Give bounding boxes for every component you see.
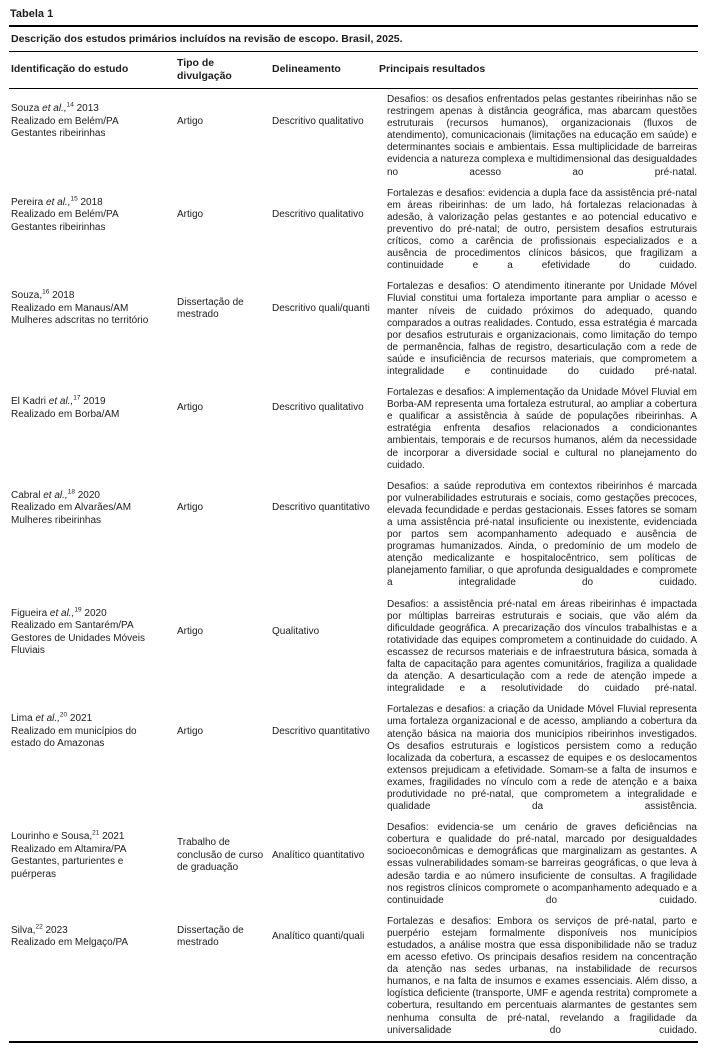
publication-year: 2013 — [73, 103, 99, 114]
reference-superscript: 15 — [70, 195, 78, 203]
study-location: Realizado em Santarém/PA — [11, 620, 134, 632]
study-info-group — [9, 831, 387, 881]
study-design-cell: Descritivo quantitativo — [272, 502, 370, 514]
publication-type-cell: Dissertação de mestrado — [177, 296, 244, 321]
study-design-cell: Descritivo quali/quanti — [272, 302, 370, 314]
et-al: et al., — [46, 196, 71, 208]
reference-superscript: 17 — [73, 394, 81, 402]
column-header-delineamento: Delineamento — [272, 63, 341, 76]
study-identification-cell — [9, 197, 177, 235]
study-population: Gestantes, parturientes e puérperas — [11, 856, 124, 880]
table-label: Tabela 1 — [10, 8, 54, 20]
reference-superscript: 16 — [42, 288, 50, 296]
author-name: Souza — [11, 103, 43, 114]
study-design-cell: Descritivo qualitativo — [272, 115, 364, 127]
study-citation — [11, 831, 169, 844]
author-name: Souza, — [11, 290, 43, 302]
study-info-group — [9, 290, 387, 328]
publication-type-cell: Dissertação de mestrado — [177, 924, 244, 949]
study-info-group — [9, 608, 387, 658]
publication-year: 2021 — [99, 831, 125, 843]
publication-year: 2020 — [81, 607, 107, 619]
bottom-rule — [9, 1041, 698, 1043]
publication-year: 2018 — [49, 290, 75, 302]
study-identification-cell — [9, 831, 177, 881]
study-design-cell: Analítico quantitativo — [272, 849, 365, 861]
study-citation — [11, 608, 169, 621]
study-citation — [11, 290, 169, 303]
author-name: El Kadri — [11, 396, 49, 408]
study-citation — [11, 197, 169, 210]
table-row — [9, 594, 698, 700]
table-row — [9, 476, 698, 594]
publication-year: 2018 — [77, 196, 103, 208]
table-row — [9, 382, 698, 476]
study-citation — [11, 396, 169, 409]
publication-year: 2020 — [74, 489, 100, 501]
study-population: Gestores de Unidades Móveis Fluviais — [11, 632, 145, 657]
study-population: Mulheres adscritas no território — [11, 315, 149, 327]
study-location: Realizado em Borba/AM — [11, 408, 120, 420]
author-name: Silva, — [11, 924, 36, 936]
column-header-tipo-divulgacao: Tipo de divulgação — [177, 57, 232, 82]
study-population: Mulheres ribeirinhas — [11, 514, 102, 526]
main-results-cell: Desafios: os desafios enfrentados pelas gestantes ribeirinhas não se restringem apenas à distância geográfica, mas abarcam questões estruturais (recursos humanos), organizacionais (fluxos de atendimento), comunicacionais (limitações na educação em saúde) e determinantes sociais e ambientais. Essa multiplicidade de barreiras evidencia a natureza complexa e multidimensional das desigualdades no acesso ao pré-natal. — [387, 94, 697, 178]
reference-superscript: 21 — [92, 829, 100, 837]
publication-year: 2021 — [67, 713, 93, 725]
main-results-cell: Desafios: a saúde reprodutiva em contextos ribeirinhos é marcada por vulnerabilidades estruturais e sociais, como gestações precoces, elevada fecundidade e perdas gestacionais. Esses fatores se somam a uma assistência pré-natal insuficiente ou inexistente, evidenciada por partos sem acompanhamento adequado e ausência de programas humanizados. Ainda, o predomínio de um modelo de atenção medicalizante e hospitalocêntrico, sem políticas de planejamento familiar, o que aprofunda desigualdades e compromete a integralidade do cuidado. — [387, 480, 697, 589]
study-identification-cell — [9, 396, 177, 421]
reference-superscript: 19 — [74, 606, 82, 614]
study-location: Realizado em Melgaço/PA — [11, 937, 129, 949]
study-design-cell: Descritivo qualitativo — [272, 209, 364, 221]
study-citation — [11, 925, 169, 938]
study-citation — [11, 490, 169, 503]
study-info-group — [9, 197, 387, 235]
author-name: Figueira — [11, 607, 50, 619]
et-al: et al., — [35, 713, 60, 725]
study-info-group — [9, 396, 387, 421]
author-name: Pereira — [11, 196, 47, 208]
reference-superscript: 20 — [59, 711, 68, 719]
study-location: Realizado em municípios do estado do Amazonas — [11, 725, 137, 750]
study-identification-cell — [9, 103, 177, 141]
table-caption: Descrição dos estudos primários incluídos na revisão de escopo. Brasil, 2025. — [11, 33, 403, 45]
study-design-cell: Analítico quanti/quali — [272, 931, 365, 943]
publication-type-cell: Artigo — [177, 115, 204, 127]
study-design-cell: Qualitativo — [272, 626, 320, 638]
publication-type-cell: Artigo — [177, 209, 204, 221]
column-header-identificacao: Identificação do estudo — [11, 63, 129, 76]
column-header-principais-resultados: Principais resultados — [379, 63, 486, 76]
et-al: et al., — [42, 103, 67, 114]
study-location: Realizado em Belém/PA — [11, 115, 119, 127]
study-identification-cell — [9, 608, 177, 658]
table-row — [9, 699, 698, 817]
table-row — [9, 817, 698, 911]
table-row — [9, 911, 698, 1041]
et-al: et al., — [43, 489, 68, 501]
publication-type-cell: Artigo — [177, 725, 204, 737]
table-header-row — [9, 52, 698, 88]
publication-year: 2023 — [42, 924, 68, 936]
study-citation — [11, 103, 169, 116]
study-population: Gestantes ribeirinhas — [11, 221, 106, 233]
main-results-cell: Desafios: evidencia-se um cenário de graves deficiências na cobertura e qualidade do pré-natal, marcado por desigualdades socioeconômicas e demográficas que marginalizam as gestantes. A essas vulnerabilidades somam-se barreiras geográficas, o que leva à adesão tardia e ao número insuficiente de consultas. A fragilidade nos registros clínicos compromete o acompanhamento adequado e a continuidade do cuidado. — [387, 822, 697, 906]
table-row — [9, 276, 698, 382]
study-location: Realizado em Manaus/AM — [11, 302, 129, 314]
study-citation — [11, 713, 169, 726]
reference-superscript: 22 — [35, 923, 43, 931]
study-identification-cell — [9, 290, 177, 328]
table-row — [9, 183, 698, 277]
publication-type-cell: Trabalho de conclusão de curso de graduação — [177, 837, 264, 874]
study-identification-cell — [9, 925, 177, 950]
study-location: Realizado em Alvarães/AM — [11, 502, 132, 514]
main-results-cell: Desafios: a assistência pré-natal em áreas ribeirinhas é impactada por múltiplas barreiras estruturais e sociais, que vão além da dificuldade geográfica. A precarização dos vínculos trabalhistas e a rotatividade das equipes comprometem a continuidade do cuidado. A escassez de recursos materiais e de infraestrutura básica, somada à falta de capacitação para agentes comunitários, fragiliza a qualidade da atenção. A desarticulação com a rede de atenção impede a integralidade e a resolutividade do cuidado pré-natal. — [387, 598, 697, 695]
study-population: Gestantes ribeirinhas — [11, 128, 106, 139]
study-design-cell: Descritivo qualitativo — [272, 402, 364, 414]
et-al: et al., — [48, 396, 74, 408]
et-al: et al., — [49, 607, 75, 619]
main-results-cell: Fortalezas e desafios: O atendimento itinerante por Unidade Móvel Fluvial constitui uma fortaleza importante para ampliar o acesso e manter níveis de cuidado próximos do adequado, quando comparados a outras realidades. Contudo, essa estratégia é marcada por desafios estruturais e organizacionais, como limitação do tempo de permanência, falhas de registro, desarticulação com a rede de saúde e insuficiência de recursos materiais, que comprometem a integralidade e continuidade do cuidado pré-natal. — [387, 281, 697, 377]
main-results-cell: Fortalezas e desafios: evidencia a dupla face da assistência pré-natal em áreas ribeirinhas: de um lado, há fortalezas relacionadas à adesão, à valorização pelas gestantes e ao potencial educativo e preventivo do pré-natal; de outro, persistem desafios estruturais críticos, como a carência de profissionais especializados e a ausência de procedimentos clínicos básicos, que fragilizam a continuidade e a efetividade do cuidado. — [387, 187, 697, 272]
author-name: Lourinho e Sousa, — [11, 831, 93, 843]
study-info-group — [9, 103, 387, 141]
main-results-cell: Fortalezas e desafios: A implementação da Unidade Móvel Fluvial em Borba-AM representa uma fortaleza estrutural, ao ampliar a cobertura e qualificar a assistência à saúde de populações ribeirinhas. A estratégia enfrenta desafios relacionados a condicionantes ambientais, temporais e de recursos humanos, além da necessidade de incorporar a diversidade social e cultural no planejamento do cuidado. — [387, 387, 697, 471]
main-results-cell: Fortalezas e desafios: Embora os serviços de pré-natal, parto e puerpério estejam formalmente disponíveis nos municípios estudados, a análise mostra que essa disponibilidade não se traduz em acesso efetivo. Os principais desafios residem na concentração da atenção nas sedes urbanas, na instabilidade de recursos humanos, e na falta de insumos e exames essenciais. Além disso, a logística deficiente (transporte, UMF e agenda restrita) compromete a cobertura, resultando em percentuais alarmantes de gestantes sem nenhuma consulta de pré-natal, revelando a fragilidade da universalidade do cuidado. — [387, 915, 697, 1036]
publication-type-cell: Artigo — [177, 502, 204, 514]
main-results-cell: Fortalezas e desafios: a criação da Unidade Móvel Fluvial representa uma fortaleza organizacional e de acesso, ampliando a cobertura da atenção básica na maioria dos municípios ribeirinhos investigados. Os desafios estruturais e logísticos persistem como a redução localizada da cobertura, a escassez de equipes e os deslocamentos extensos prejudicam a efetividade. Somam-se a falta de insumos e exames, fragilidades no vínculo com a rede de atenção e a baixa produtividade no pré-natal, que comprometem a integralidade e qualidade da assistência. — [387, 704, 697, 813]
table-row — [9, 89, 698, 183]
study-location: Realizado em Belém/PA — [11, 209, 119, 221]
author-name: Cabral — [11, 489, 44, 501]
reference-superscript: 14 — [66, 101, 74, 109]
publication-type-cell: Artigo — [177, 626, 204, 638]
publication-type-cell: Artigo — [177, 402, 204, 414]
reference-superscript: 18 — [67, 488, 75, 496]
publication-year: 2019 — [80, 396, 106, 408]
study-info-group — [9, 713, 387, 751]
table-body — [9, 89, 698, 1041]
study-location: Realizado em Altamira/PA — [11, 843, 127, 855]
author-name: Lima — [11, 713, 36, 725]
study-info-group — [9, 490, 387, 528]
study-identification-cell — [9, 713, 177, 751]
study-identification-cell — [9, 490, 177, 528]
study-design-cell: Descritivo quantitativo — [272, 725, 370, 737]
study-info-group — [9, 925, 387, 950]
